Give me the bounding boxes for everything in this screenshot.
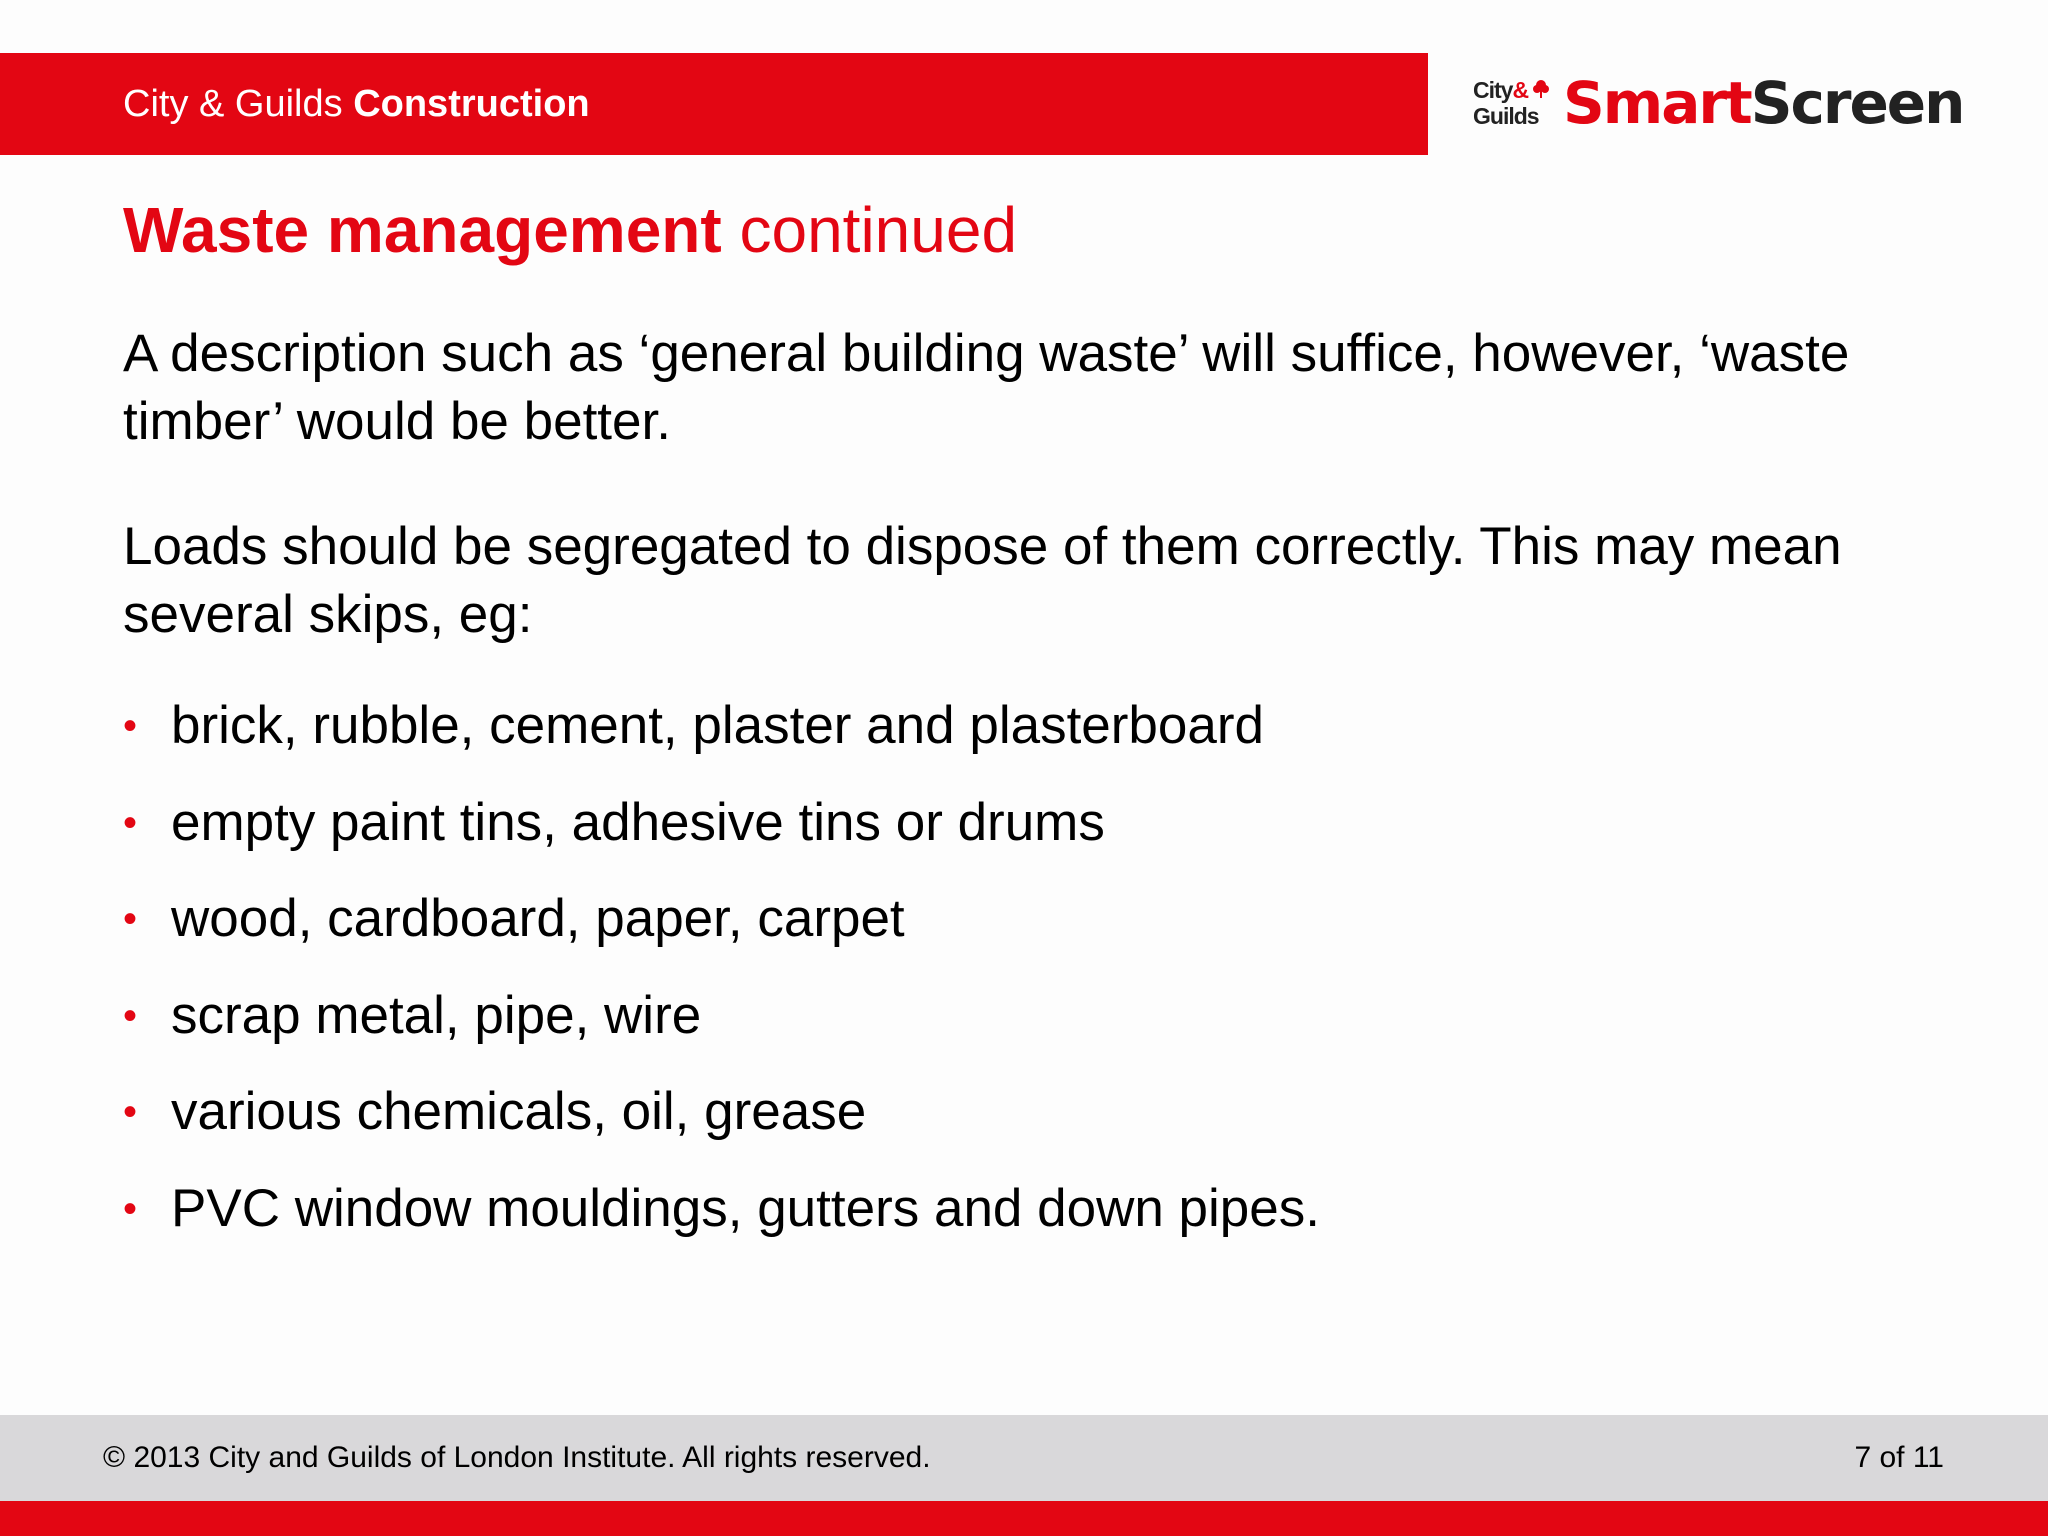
header-bar (0, 53, 1428, 155)
slide-title (123, 190, 1017, 270)
footer-bar (0, 1415, 2048, 1501)
bullet-icon: • (123, 993, 138, 1038)
slide-title-regular: continued (739, 194, 1018, 266)
paragraph-description: A description such as ‘general building waste’ will suffice, however, ‘waste timber’ would be better. (123, 324, 1850, 451)
bottom-red-strip (0, 1501, 2048, 1536)
bullet-icon: • (123, 1186, 138, 1231)
page-indicator: 7 of 11 (1854, 1441, 1944, 1474)
smartscreen-logo (1470, 68, 1964, 138)
logo-screen: Screen (1750, 69, 1964, 137)
list-item-text: scrap metal, pipe, wire (171, 985, 702, 1045)
list-item-text: wood, cardboard, paper, carpet (171, 889, 905, 948)
slide-title-bold: Waste management (123, 194, 722, 266)
list-item-text: various chemicals, oil, grease (171, 1082, 867, 1141)
bullet-icon: • (123, 800, 138, 845)
logo-smart: Smart (1563, 69, 1751, 137)
bullet-icon: • (123, 704, 138, 748)
header-brand (123, 53, 590, 155)
smartscreen-wordmark (1563, 68, 1963, 138)
logo-city: City (1473, 77, 1513, 103)
list-item-text: brick, rubble, cement, plaster and plasterboard (171, 696, 1264, 755)
bullet-icon: • (123, 1090, 138, 1134)
bullet-icon: • (123, 897, 138, 941)
rose-icon (1530, 77, 1552, 99)
logo-guilds: Guilds (1473, 103, 1539, 129)
paragraph-segregation: Loads should be segregated to dispose of them correctly. This may mean several skips, eg: (123, 517, 1842, 644)
copyright-text: © 2013 City and Guilds of London Institute. All rights reserved. (103, 1441, 931, 1474)
header-brand-bold: Construction (353, 83, 590, 125)
list-item-text: PVC window mouldings, gutters and down pipes. (171, 1178, 1320, 1238)
list-item-text: empty paint tins, adhesive tins or drums (171, 792, 1105, 852)
header-brand-regular: City & Guilds (123, 83, 343, 125)
logo-amp: & (1512, 77, 1529, 103)
